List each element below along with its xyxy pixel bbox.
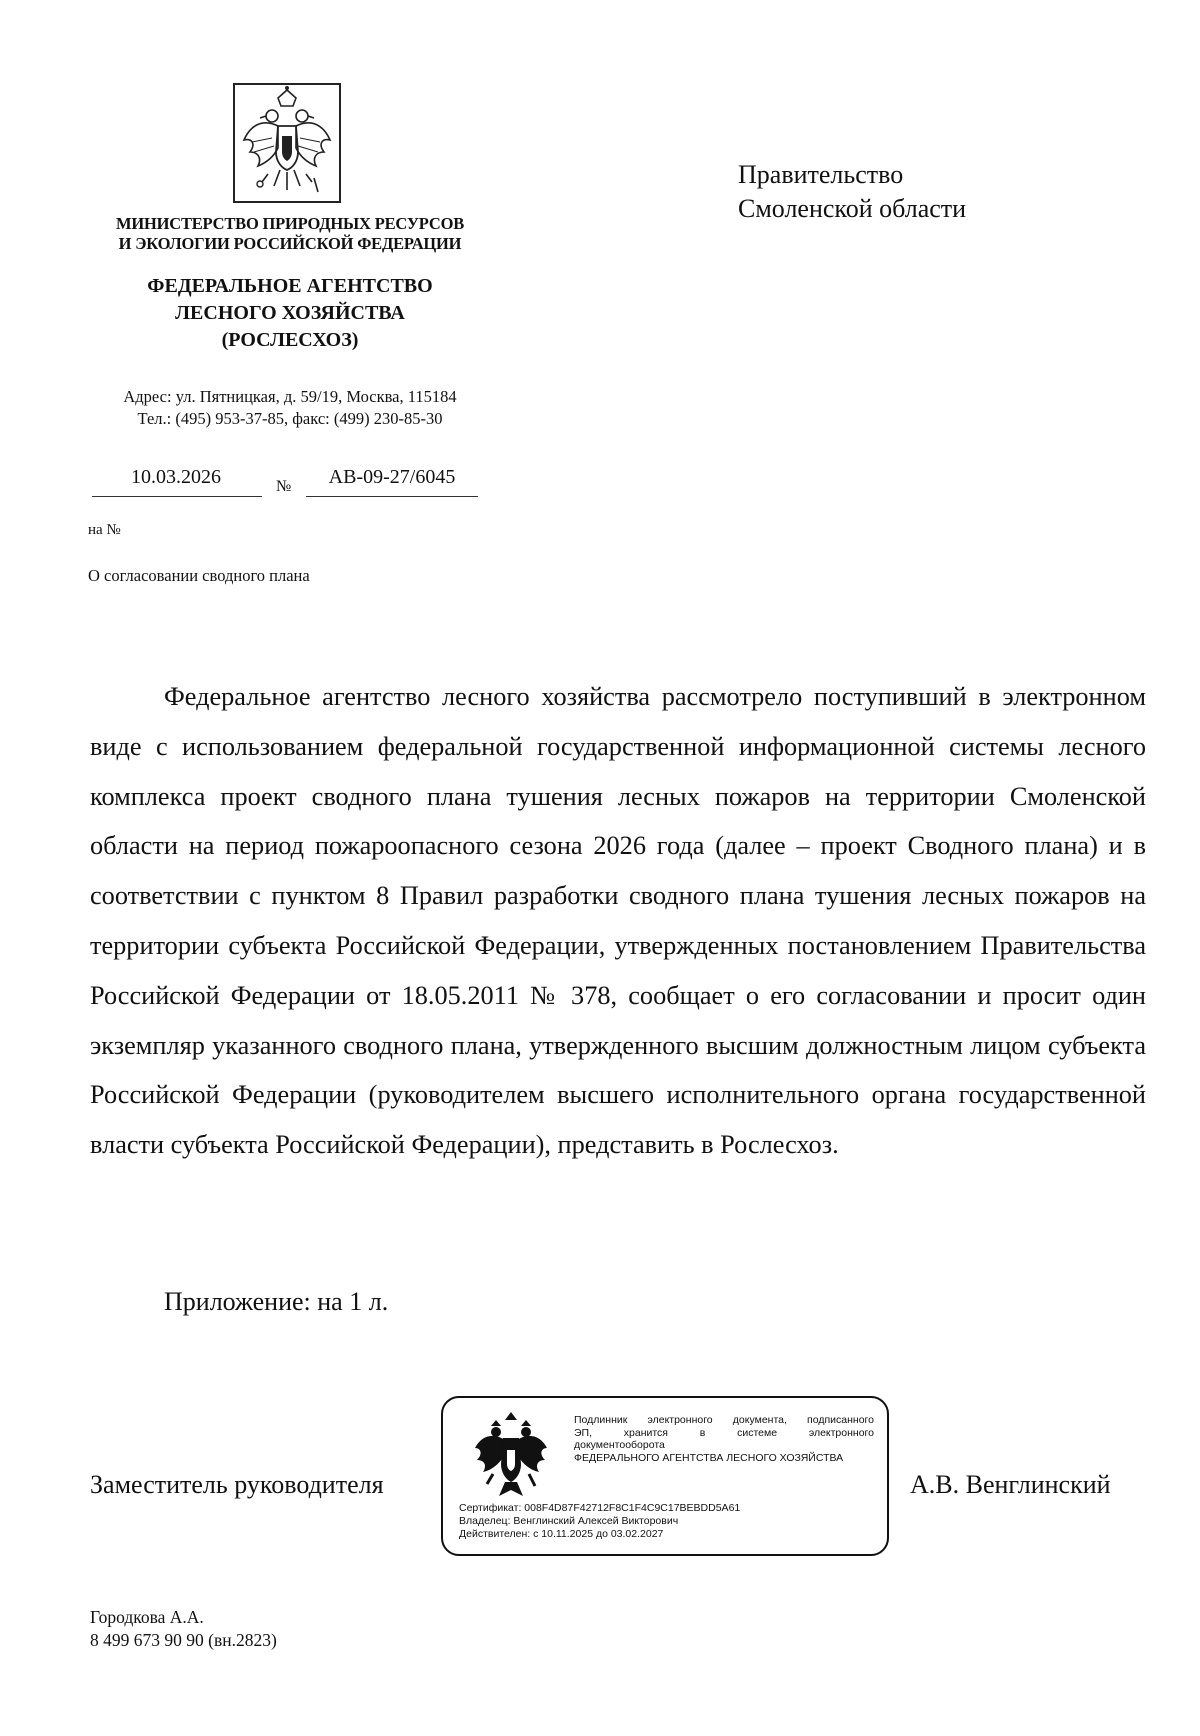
ministry-line-1: МИНИСТЕРСТВО ПРИРОДНЫХ РЕСУРСОВ — [115, 214, 465, 233]
stamp-line-3: документооборота — [574, 1439, 665, 1451]
signer-position: Заместитель руководителя — [90, 1470, 384, 1499]
agency-name — [80, 273, 500, 354]
registration-date: 10.03.2026 — [131, 466, 221, 488]
letter-subject: О согласовании сводного плана — [88, 566, 310, 585]
registration-number: АВ-09-27/6045 — [328, 466, 456, 488]
signer-name: А.В. Венглинский — [910, 1470, 1111, 1499]
stamp-validity: Действителен: с 10.11.2025 до 03.02.2027 — [459, 1528, 664, 1540]
electronic-signature-stamp — [441, 1396, 889, 1556]
agency-phone: Тел.: (495) 953-37-85, факс: (499) 230-85-30 — [137, 409, 443, 428]
agency-line-1: ФЕДЕРАЛЬНОЕ АГЕНТСТВО — [147, 275, 433, 297]
executor-name: Городкова А.А. — [90, 1607, 204, 1627]
stamp-line-4: ФЕДЕРАЛЬНОГО АГЕНТСТВА ЛЕСНОГО ХОЗЯЙСТВА — [574, 1451, 844, 1464]
reference-number: на № — [88, 522, 121, 538]
date-underline — [92, 496, 262, 497]
addressee-line-2: Смоленской области — [738, 194, 967, 223]
stamp-header — [574, 1414, 874, 1464]
number-sign: № — [276, 478, 292, 495]
ministry-line-2: И ЭКОЛОГИИ РОССИЙСКОЙ ФЕДЕРАЦИИ — [118, 234, 462, 253]
stamp-line-1: Подлинник электронного документа, подписанного — [574, 1414, 874, 1426]
agency-contacts — [80, 386, 500, 430]
agency-line-3: (РОСЛЕСХОЗ) — [221, 329, 359, 351]
stamp-certificate-info — [459, 1502, 879, 1541]
executor-phone: 8 499 673 90 90 (вн.2823) — [90, 1630, 277, 1650]
attachment-note: Приложение: на 1 л. — [164, 1287, 389, 1316]
double-headed-eagle-icon — [471, 1410, 551, 1500]
stamp-line-2: ЭП, хранится в системе электронного — [574, 1426, 874, 1439]
agency-line-2: ЛЕСНОГО ХОЗЯЙСТВА — [175, 302, 405, 324]
stamp-owner: Владелец: Венглинский Алексей Викторович — [459, 1515, 679, 1527]
ministry-name — [80, 214, 500, 254]
addressee-line-1: Правительство — [738, 160, 904, 189]
letter-body: Федеральное агентство лесного хозяйства рассмотрело поступивший в электронном виде с использованием федеральной государственной информационной системы лесного комплекса проект сводного плана тушения лесных пожаров на территории Смоленской области на период пожароопасного сезона 2026 года (далее – проект Сводного плана) и в соответствии с пунктом 8 Правил разработки сводного плана тушения лесных пожаров на территории субъекта Российской Федерации, утвержденных постановлением Правительства Российской Федерации от 18.05.2011 № 378, сообщает о его согласовании и просит один экземпляр указанного сводного плана, утвержденного высшим должностным лицом субъекта Российской Федерации (руководителем высшего исполнительного органа государственной власти субъекта Российской Федерации), представить в Рослесхоз. — [90, 682, 1146, 1160]
agency-address: Адрес: ул. Пятницкая, д. 59/19, Москва, 115184 — [123, 387, 457, 406]
addressee — [738, 158, 1118, 226]
russian-coat-of-arms-icon — [232, 82, 342, 208]
number-underline — [306, 496, 478, 497]
executor-info — [90, 1606, 277, 1652]
stamp-certificate: Сертификат: 008F4D87F42712F8C1F4C9C17BEBDD5A61 — [459, 1502, 741, 1514]
